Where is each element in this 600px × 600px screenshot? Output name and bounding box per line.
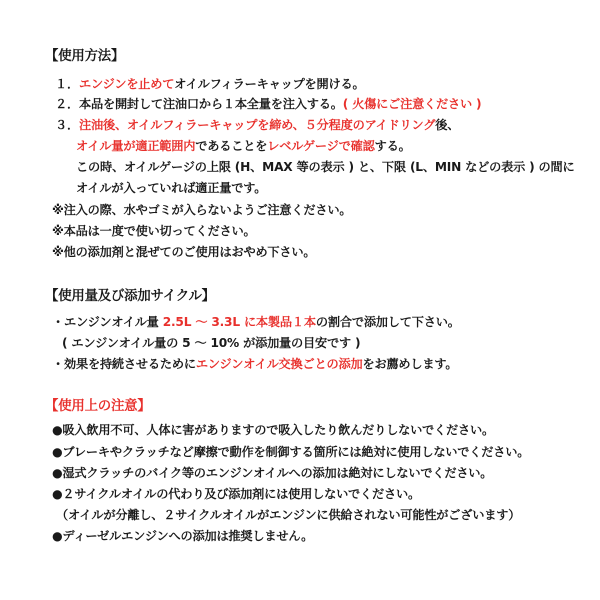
cycle-bullet-2 [52, 358, 457, 370]
step-3-level-gauge: レベルゲージで確認 [267, 139, 375, 153]
cycle-bullet-1-pre: ・エンジンオイル量 [52, 315, 163, 329]
step-3-text: 後、 [435, 118, 460, 132]
usage-step-2 [55, 98, 481, 110]
caution-item-5: ●ディーゼルエンジンへの添加は推奨しません。 [52, 529, 314, 543]
usage-heading: 【使用方法】 [45, 49, 125, 64]
caution-heading: 【使用上の注意】 [45, 399, 151, 414]
cycle-bullet-2-highlight: エンジンオイル交換ごとの添加 [195, 357, 363, 371]
step-number: ３． [55, 118, 79, 132]
usage-note-2: ※本品は一度で使い切ってください。 [52, 224, 256, 238]
step-number: ２． [55, 97, 79, 111]
usage-note-3: ※他の添加剤と混ぜてのご使用はおやめ下さい。 [52, 245, 316, 259]
cycle-heading: 【使用量及び添加サイクル】 [45, 289, 215, 304]
usage-note-1: ※注入の際、水やゴミが入らないようご注意ください。 [52, 203, 352, 217]
usage-step-3-line-3: この時、オイルゲージの上限 (H、MAX 等の表示 ) と、下限 (L、MIN などの表示 ) の間に [76, 160, 575, 174]
usage-step-1 [55, 78, 365, 90]
cycle-bullet-2-post: をお薦めします。 [362, 357, 458, 371]
cycle-bullet-1-ratio: 2.5L ～ 3.3L に本製品１本 [162, 315, 316, 329]
usage-step-3-line-4: オイルが入っていれば適正量です。 [76, 181, 267, 195]
cycle-bullet-1-post: の割合で添加して下さい。 [315, 315, 460, 329]
step-1-text: オイルフィラーキャップを開ける。 [174, 77, 365, 91]
usage-step-3 [55, 119, 459, 131]
usage-step-3-line-2 [76, 140, 411, 152]
caution-item-4-sub: （オイルが分離し、２サイクルオイルがエンジンに供給されない可能性がございます） [56, 508, 521, 522]
cycle-bullet-2-pre: ・効果を持続させるために [52, 357, 196, 371]
step-3-highlight: 注油後、オイルフィラーキャップを締め、５分程度のアイドリング [78, 118, 436, 132]
caution-item-2: ●ブレーキやクラッチなど摩擦で動作を制御する箇所には絶対に使用しないでください。 [52, 445, 530, 459]
step-3-mid: であることを [195, 139, 268, 153]
caution-item-1: ●吸入飲用不可、人体に害がありますので吸入したり飲んだりしないでください。 [52, 423, 494, 437]
cycle-bullet-1 [52, 316, 460, 328]
step-2-warning: ( 火傷にご注意ください ) [342, 97, 482, 111]
cycle-bullet-1-sub: ( エンジンオイル量の 5 ～ 10% が添加量の目安です ) [62, 336, 361, 350]
step-3-end: する。 [374, 139, 411, 153]
step-1-highlight: エンジンを止めて [78, 77, 175, 91]
caution-item-3: ●湿式クラッチのバイク等のエンジンオイルへの添加は絶対にしないでください。 [52, 466, 493, 480]
caution-item-4: ●２サイクルオイルの代わり及び添加剤には使用しないでください。 [52, 487, 420, 501]
step-2-text: 本品を開封して注油口から１本全量を注入する。 [78, 97, 343, 111]
step-number: １． [55, 77, 79, 91]
step-3-oil-range: オイル量が適正範囲内 [76, 139, 196, 153]
